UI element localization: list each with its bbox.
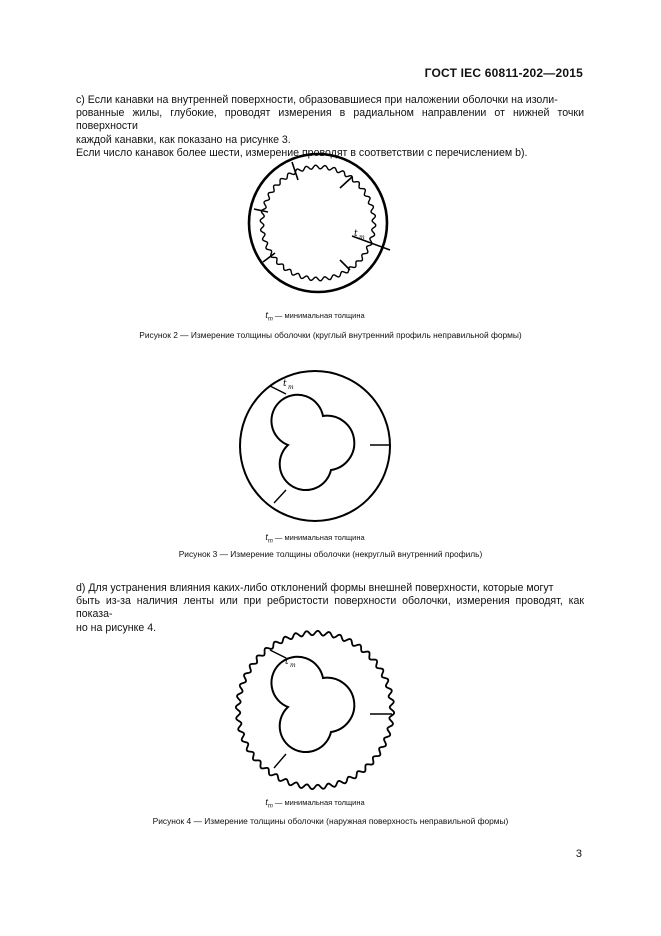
figure-4-caption: Рисунок 4 — Измерение толщины оболочки (наружная поверхность неправильной формы): [152, 816, 509, 826]
figure-3-legend: $t_m$ — минимальная толщина: [265, 532, 365, 545]
paragraph-c-line-2: рованные жилы, глубокие, проводят измерения в радиальном направлении от нижней точки поверхности: [76, 107, 584, 133]
paragraph-d-line-3: но на рисунке 4.: [76, 621, 157, 634]
paragraph-c-line-3: каждой канавки, как показано на рисунке 3.: [76, 133, 291, 146]
figure-2-caption: Рисунок 2 — Измерение толщины оболочки (круглый внутренний профиль неправильной формы): [139, 330, 522, 340]
figure-2-outer-circle: [249, 154, 387, 292]
document-header: ГОСТ IEC 60811-202—2015: [424, 66, 583, 80]
figure-3-tm-label: [283, 379, 294, 391]
paragraph-d: [76, 582, 584, 635]
figure-4-tm-label: [285, 657, 296, 669]
figure-2-tm-label: [354, 229, 365, 241]
svg-text:t: t: [283, 379, 287, 389]
figure-2-legend: $t_m$ — минимальная толщина: [265, 310, 365, 323]
figure-3-trilobe-inner-profile: [271, 395, 354, 490]
svg-text:m: m: [288, 384, 294, 391]
figure-4-measurement-lines: [270, 650, 392, 768]
figure-3-outer-circle: [240, 371, 390, 521]
figure-4-drawing: [230, 628, 400, 792]
figure-3-drawing: [230, 366, 400, 526]
figure-3-caption: Рисунок 3 — Измерение толщины оболочки (некруглый внутренний профиль): [178, 549, 483, 559]
figure-2-drawing: [230, 148, 400, 298]
figure-4-legend: $t_m$ — минимальная толщина: [265, 797, 365, 810]
paragraph-d-line-2: быть из-за наличия ленты или при ребристости поверхности оболочки, измерения проводят, как показа-: [76, 595, 584, 621]
paragraph-d-line-1: d) Для устранения влияния каких-либо отклонений формы внешней поверхности, которые могут: [76, 582, 554, 594]
page-number: 3: [575, 848, 582, 860]
figure-4-wavy-outer-circle: [236, 631, 394, 789]
svg-text:m: m: [290, 662, 296, 669]
svg-text:t: t: [285, 657, 289, 667]
svg-text:t: t: [354, 229, 358, 239]
figure-2-wavy-inner-profile: [260, 165, 375, 280]
paragraph-c-line-4: Если число канавок более шести, измерение проводят в соответствии с перечислением b).: [76, 146, 528, 159]
paragraph-c-line-1: c) Если канавки на внутренней поверхности, образовавшиеся при наложении оболочки на изоли-: [76, 94, 558, 106]
svg-text:m: m: [359, 234, 365, 241]
figure-4-trilobe-inner-profile: [271, 657, 354, 752]
